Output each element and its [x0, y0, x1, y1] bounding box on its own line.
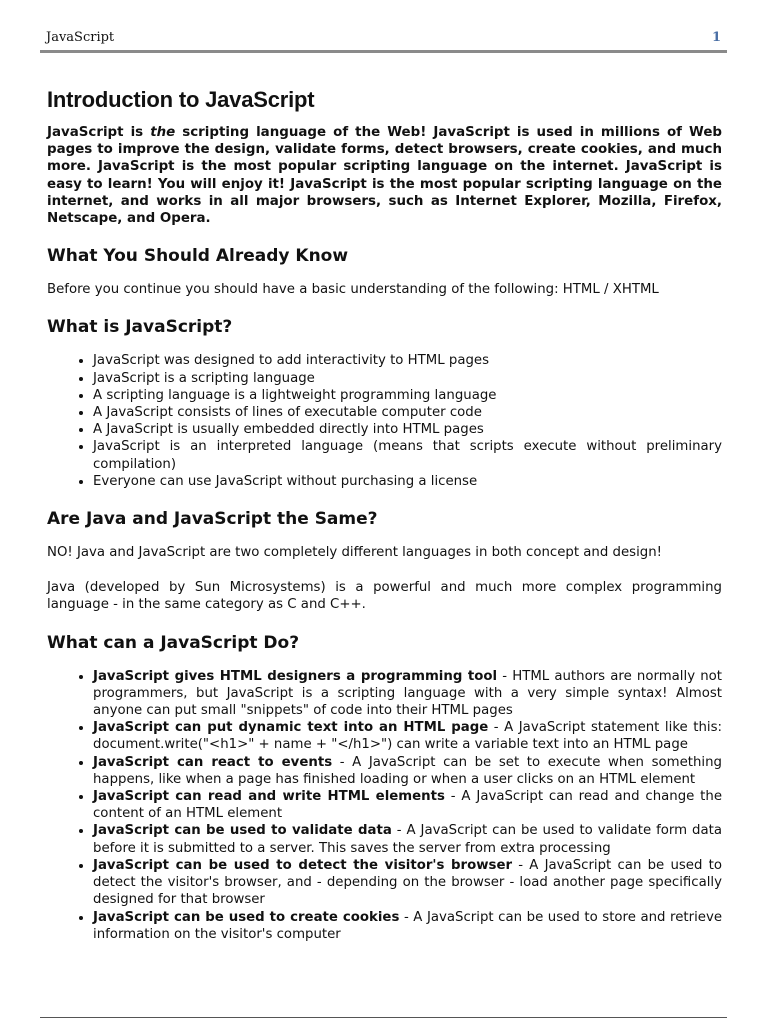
section-heading-what-is-javascript: What is JavaScript?	[47, 317, 233, 338]
section-heading-what-can-javascript-do: What can a JavaScript Do?	[47, 632, 300, 653]
list-item-text: - HTML authors are normally not programmers, but JavaScript is a scripting language with a very simple syntax! Almost anyone can put small "snippets" of code into their HTML pages	[93, 668, 722, 719]
list-item-text: - A JavaScript can be used to store and retrieve information on the visitor's computer	[93, 909, 722, 942]
list-item: • Everyone can use JavaScript without purchasing a license	[93, 473, 722, 490]
list-item-bold: JavaScript can react to events	[93, 754, 333, 770]
prerequisites-text: Before you continue you should have a basic understanding of the following: HTML / XHTML	[47, 282, 659, 298]
list-item: • A scripting language is a lightweight programming language	[93, 387, 722, 404]
intro-text-rest: scripting language of the Web! JavaScript is used in millions of Web pages to improve the design, validate forms, detect browsers, create cookies, and much more. JavaScript is the most popular scripting language on the internet. JavaScript is easy to learn! You will enjoy it! JavaScript is the most popular scripting language on the internet, and works in all major browsers, such as Internet Explorer, Mozilla, Firefox, Netscape, and Opera.	[47, 125, 722, 227]
section-heading-prerequisites: What You Should Already Know	[47, 246, 349, 267]
list-item: • A JavaScript consists of lines of executable computer code	[93, 404, 722, 421]
intro-paragraph	[47, 124, 722, 227]
list-item	[93, 909, 722, 943]
list-item-bold: JavaScript can be used to validate data	[93, 823, 392, 839]
intro-text-start: JavaScript is	[47, 125, 151, 140]
header-title: JavaScript	[46, 30, 115, 45]
list-item	[93, 822, 722, 856]
list-item-bold: JavaScript can be used to create cookies	[93, 909, 400, 925]
list-item	[93, 788, 722, 822]
list-item	[93, 754, 722, 788]
list-item-bold: JavaScript can be used to detect the visitor's browser	[93, 857, 513, 873]
list-item-bold: JavaScript gives HTML designers a programming tool	[93, 668, 498, 684]
capabilities-list	[47, 668, 722, 943]
intro-emphasis: the	[150, 125, 176, 140]
list-item-text: - A JavaScript can be used to validate form data before it is submitted to a server. This saves the server from extra processing	[93, 823, 722, 856]
page-number: 1	[711, 30, 721, 45]
page-header	[46, 28, 723, 48]
list-item: • A JavaScript is usually embedded directly into HTML pages	[93, 421, 722, 438]
header-divider	[40, 50, 727, 53]
list-item-text: - A JavaScript statement like this: document.write("<h1>" + name + "</h1>") can write a variable text into an HTML page	[93, 720, 722, 753]
java-vs-javascript-paragraph-1: NO! Java and JavaScript are two completely different languages in both concept and design!	[47, 545, 662, 561]
what-is-javascript-list	[47, 352, 722, 490]
list-item-text: - A JavaScript can read and change the content of an HTML element	[93, 789, 723, 822]
list-item-text: - A JavaScript can be set to execute when something happens, like when a page has finished loading or when a user clicks on an HTML element	[93, 754, 722, 787]
list-item	[93, 668, 722, 720]
list-item	[93, 857, 722, 909]
list-item: • JavaScript was designed to add interactivity to HTML pages	[93, 352, 722, 369]
list-item-bold: JavaScript can put dynamic text into an HTML page	[93, 720, 489, 736]
page-title: Introduction to JavaScript	[47, 87, 315, 112]
list-item	[93, 719, 722, 753]
list-item-text: - A JavaScript can be used to detect the visitor's browser, and - depending on the browser - load another page specifically designed for that browser	[93, 857, 722, 908]
list-item-bold: JavaScript can read and write HTML elements	[93, 789, 445, 805]
page-content	[47, 86, 722, 961]
section-heading-java-vs-javascript: Are Java and JavaScript the Same?	[47, 509, 378, 530]
java-vs-javascript-paragraph-2: Java (developed by Sun Microsystems) is a powerful and much more complex programming language - in the same category as C and C++.	[47, 580, 722, 613]
list-item: • JavaScript is a scripting language	[93, 370, 722, 387]
footer-divider	[40, 1017, 727, 1018]
list-item: • JavaScript is an interpreted language (means that scripts execute without preliminary compilation)	[93, 438, 722, 472]
